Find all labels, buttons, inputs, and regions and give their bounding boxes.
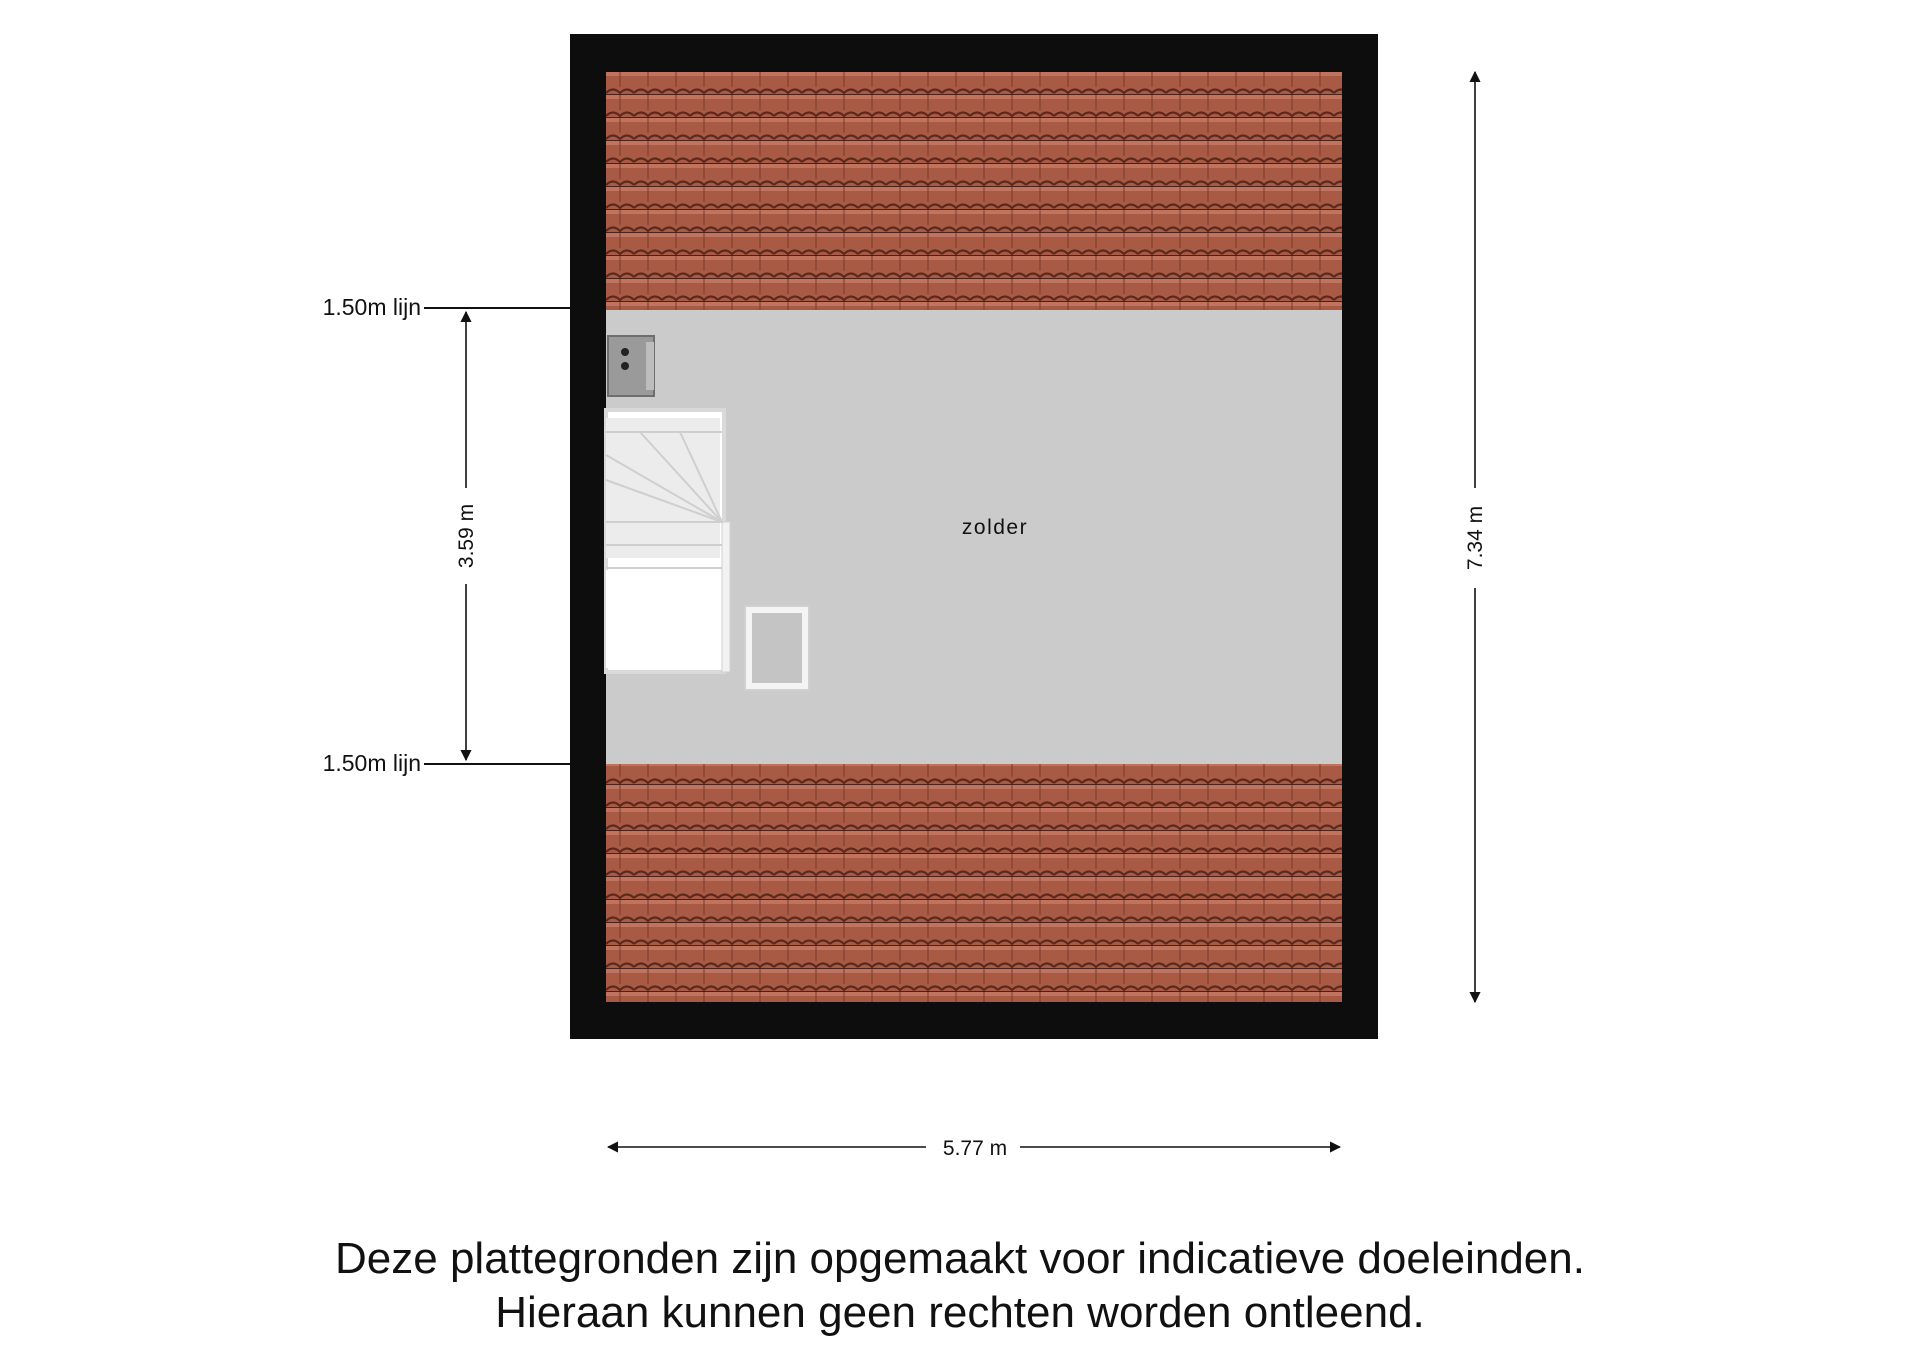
roof-slope-top (606, 72, 1342, 310)
roof-slope-bottom (606, 764, 1342, 1002)
staircase (606, 410, 730, 672)
line-marker-bottom-label: 1.50m lijn (322, 750, 421, 776)
line-marker-top-label: 1.50m lijn (322, 294, 421, 320)
dimension-usable-height-label: 3.59 m (455, 503, 478, 569)
disclaimer-line-2: Hieraan kunnen geen rechten worden ontleend. (495, 1288, 1425, 1337)
roof-window (745, 606, 809, 690)
dimension-width (608, 1137, 1340, 1160)
disclaimer (0, 1232, 1920, 1340)
line-marker-bottom (323, 750, 570, 776)
dimension-total-height-label: 7.34 m (1464, 505, 1487, 571)
boiler-unit (608, 336, 654, 396)
room-label: zolder (961, 516, 1029, 539)
line-marker-top (323, 294, 570, 320)
dimension-total-height (1464, 72, 1487, 1002)
dimension-usable-height (455, 312, 478, 760)
dimension-width-label: 5.77 m (942, 1137, 1008, 1160)
disclaimer-line-1: Deze plattegronden zijn opgemaakt voor indicatieve doeleinden. (335, 1234, 1585, 1283)
